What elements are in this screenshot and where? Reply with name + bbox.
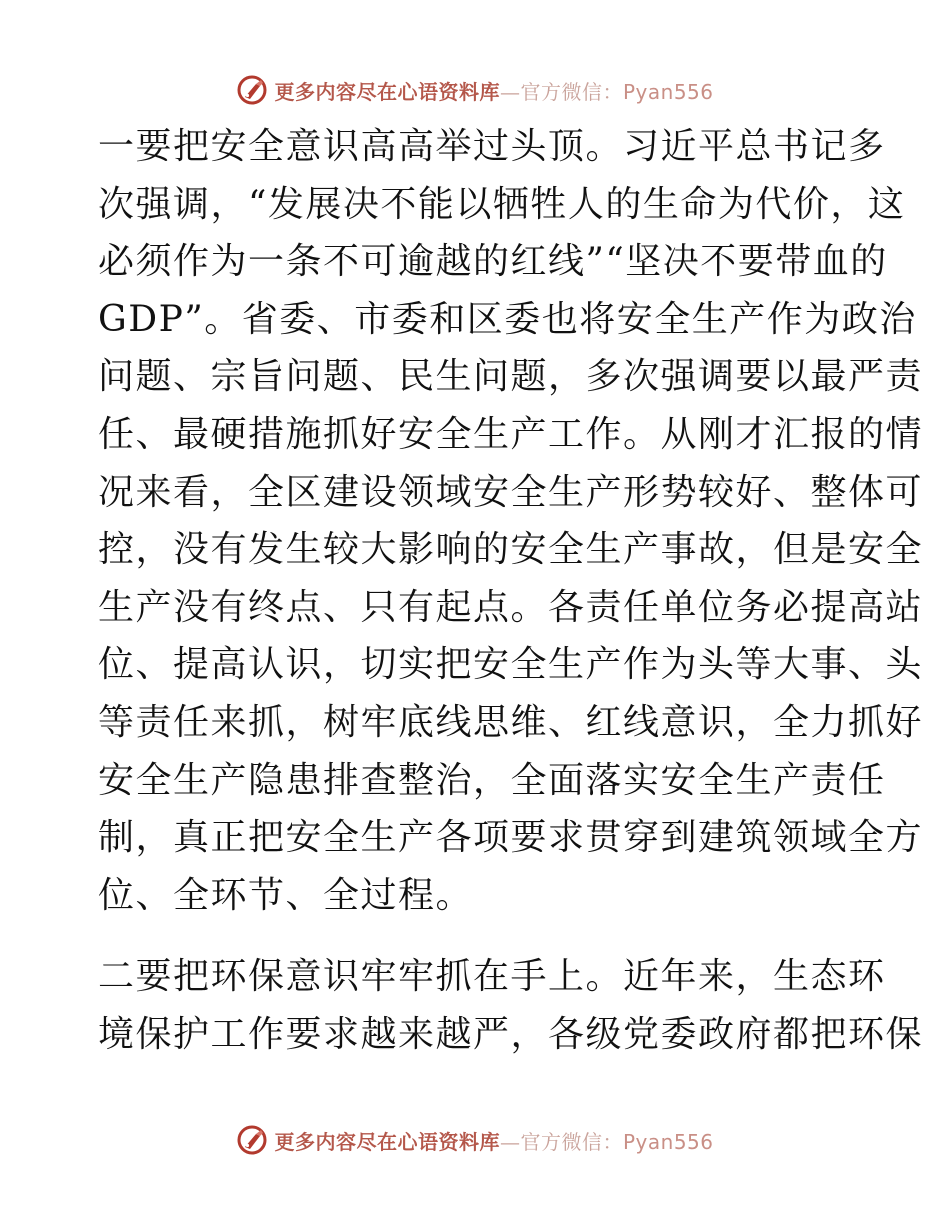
banner-site-name: 更多内容尽在心语资料库 [274, 1129, 500, 1154]
footer-banner [0, 1120, 950, 1160]
banner-site-name: 更多内容尽在心语资料库 [274, 79, 500, 104]
paragraph-1 [98, 118, 924, 924]
paragraph-2 [98, 948, 924, 1063]
text-line: 任、最硬措施抓好安全生产工作。从刚才汇报的情 [98, 413, 924, 455]
text-line: 制，真正把安全生产各项要求贯穿到建筑领域全方 [98, 817, 924, 859]
text-line: GDP”。省委、市委和区委也将安全生产作为政治 [98, 298, 917, 340]
text-line: 二要把环保意识牢牢抓在手上。近年来，生态环 [98, 956, 886, 997]
text-line: 必须作为一条不可逾越的红线”“坚决不要带血的 [98, 241, 888, 283]
banner-wechat-id: Pyan556 [622, 1129, 714, 1154]
banner-text [274, 76, 713, 105]
text-line: 况来看，全区建设领域安全生产形势较好、整体可 [98, 471, 924, 513]
banner-wechat-id: Pyan556 [622, 79, 714, 104]
pen-nib-logo-icon [236, 1124, 268, 1156]
text-line: 次强调，“发展决不能以牺牲人的生命为代价，这 [98, 183, 906, 225]
text-line: 问题、宗旨问题、民生问题，多次强调要以最严责 [98, 356, 924, 398]
text-line: 境保护工作要求越来越严，各级党委政府都把环保 [98, 1013, 924, 1055]
text-line: 等责任来抓，树牢底线思维、红线意识，全力抓好 [98, 701, 924, 743]
text-line: 一要把安全意识高高举过头顶。习近平总书记多 [98, 126, 886, 167]
banner-wechat-label: —官方微信： [499, 79, 623, 104]
text-line: 控，没有发生较大影响的安全生产事故，但是安全 [98, 529, 924, 571]
banner-text [274, 1126, 713, 1155]
banner-wechat-label: —官方微信： [499, 1129, 623, 1154]
text-line: 安全生产隐患排查整治，全面落实安全生产责任 [98, 759, 886, 801]
pen-nib-logo-icon [236, 74, 268, 106]
text-line: 生产没有终点、只有起点。各责任单位务必提高站 [98, 586, 924, 628]
text-line: 位、全环节、全过程。 [98, 874, 474, 916]
header-banner [0, 70, 950, 110]
text-line: 位、提高认识，切实把安全生产作为头等大事、头 [98, 644, 924, 686]
